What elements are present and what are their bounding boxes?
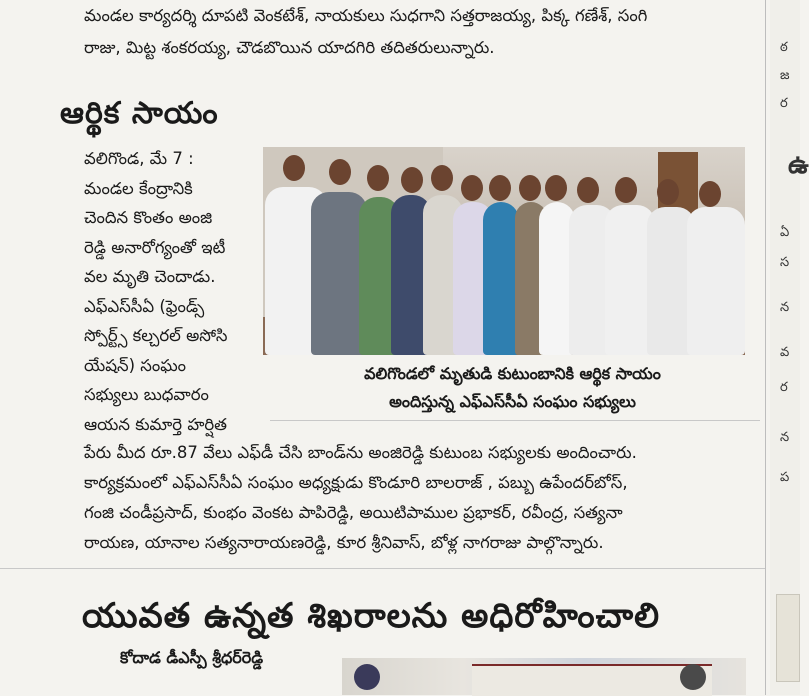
article-byline: కోదాడ డీఎస్పీ శ్రీధర్‌రెడ్డి: [120, 648, 264, 667]
column-rule: [765, 0, 766, 695]
adjacent-column-edge: ఠ జ ర ఉ ఏ స న వ ర న ప: [770, 0, 800, 695]
article-headline: యువత ఉన్నత శిఖరాలను అధిరోహించాలి: [82, 596, 661, 636]
text-line: పేరు మీద రూ.87 వేలు ఎఫ్‌డీ చేసి బాండ్‌ను అంజిరెడ్డి కుటుంబ సభ్యులకు అందించారు.: [84, 443, 637, 462]
text-line: మండల కేంద్రానికి: [84, 178, 193, 198]
text-line: రెడ్డి అనారోగ్యంతో ఇటీ: [84, 237, 226, 257]
text-line: మండల కార్యదర్శి దూపటి వెంకటేశ్, నాయకులు సుధగాని సత్తరాజయ్య, పిక్క గణేశ్, సంగి: [84, 6, 648, 25]
text-line: సభ్యులు బుధవారం: [84, 385, 209, 404]
text-line: చెందిన కొంతం అంజి: [84, 208, 213, 227]
article-heading: ఆర్థిక సాయం: [60, 96, 219, 131]
caption-divider: [270, 420, 760, 421]
article-divider: [0, 568, 765, 569]
text-line: వలిగొండ, మే 7 :: [84, 149, 194, 168]
text-line: గంజి చండీప్రసాద్, కుంభం వెంకట పాపిరెడ్డి, అయిటిపాముల ప్రభాకర్, రవీంద్ర, సత్యనా: [84, 503, 623, 522]
previous-article-tail: [84, 0, 762, 64]
text-line: స్పోర్ట్స్ కల్చరల్ అసోసి: [84, 326, 228, 345]
text-line: రాయణ, యానాల సత్యనారాయణరెడ్డి, కూర శ్రీనివాస్, బోళ్ల నాగరాజు పాల్గొన్నారు.: [84, 533, 604, 552]
photo-caption: [265, 360, 760, 416]
article-body-narrow: [84, 144, 264, 439]
text-line: వల మృతి చెందాడు.: [84, 267, 216, 286]
text-line: ఎఫ్ఎస్‌సీఏ (ఫ్రెండ్స్: [84, 296, 205, 316]
article-photo: [263, 147, 745, 355]
text-line: యేషన్) సంఘం: [84, 355, 187, 375]
text-line: రాజు, మిట్ట శంకరయ్య, చౌడబొయిన యాదగిరి తదితరులున్నారు.: [84, 38, 495, 57]
article-photo-2: [342, 658, 746, 695]
caption-line: వలిగొండలో మృతుడి కుటుంబానికి ఆర్థిక సాయం: [364, 364, 661, 383]
article-body-full: [84, 438, 764, 558]
caption-line: అందిస్తున్న ఎఫ్ఎస్‌సీఏ సంఘం సభ్యులు: [389, 392, 636, 411]
text-line: కార్యక్రమంలో ఎఫ్ఎస్‌సీఏ సంఘం అధ్యక్షుడు కొండూరి బాలరాజ్ , పబ్బు ఉపేందర్‌బోస్,: [84, 473, 628, 492]
text-line: ఆయన కుమార్తె హర్షిత: [84, 414, 227, 434]
